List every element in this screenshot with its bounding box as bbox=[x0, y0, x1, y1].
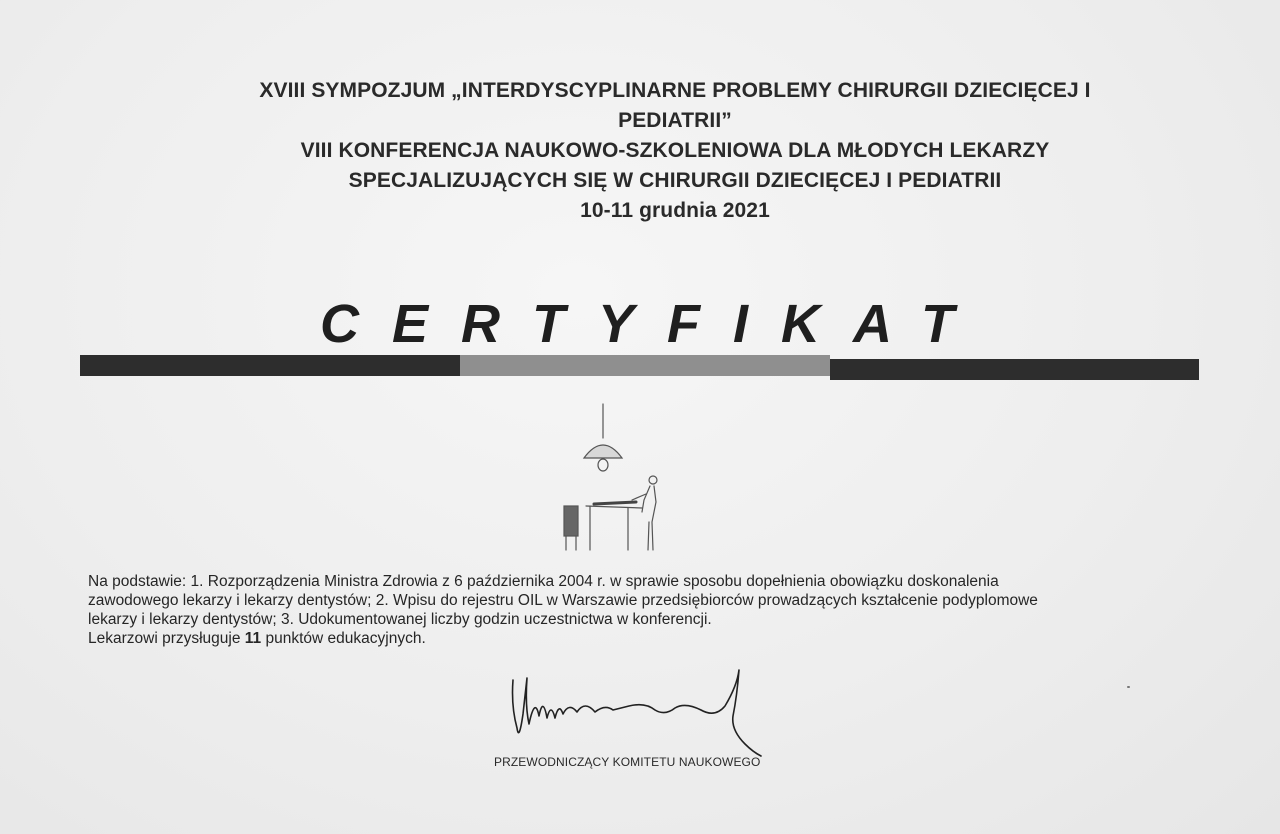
header-line-2: PEDIATRII” bbox=[618, 109, 732, 132]
header-line-4: SPECJALIZUJĄCYCH SIĘ W CHIRURGII DZIECIĘCEJ I PEDIATRII bbox=[348, 169, 1002, 192]
paper-speck bbox=[1127, 686, 1130, 688]
divider-bar-right bbox=[830, 359, 1199, 380]
event-header bbox=[160, 76, 1190, 226]
certificate-body bbox=[88, 572, 1168, 648]
certificate-title: CERTYFIKAT bbox=[320, 294, 987, 354]
header-line-1: XVIII SYMPOZJUM „INTERDYSCYPLINARNE PROBLEMY CHIRURGII DZIECIĘCEJ I bbox=[259, 79, 1091, 102]
header-line-3: VIII KONFERENCJA NAUKOWO-SZKOLENIOWA DLA MŁODYCH LEKARZY bbox=[300, 139, 1050, 162]
points-value: 11 bbox=[244, 630, 262, 647]
surgery-sketch-illustration bbox=[556, 402, 666, 556]
body-line-3: lekarzy i lekarzy dentystów; 3. Udokumentowanej liczby godzin uczestnictwa w konferencji. bbox=[88, 611, 712, 628]
body-line-1: Na podstawie: 1. Rozporządzenia Ministra Zdrowia z 6 października 2004 r. w sprawie sposobu dopełnienia obowiązku doskonalenia bbox=[88, 573, 999, 590]
points-line bbox=[88, 629, 1168, 648]
signature-caption: PRZEWODNICZĄCY KOMITETU NAUKOWEGO bbox=[494, 755, 761, 769]
handwritten-signature bbox=[505, 666, 765, 758]
event-date: 10-11 grudnia 2021 bbox=[580, 199, 770, 222]
divider-bar-left bbox=[80, 355, 460, 376]
points-prefix: Lekarzowi przysługuje bbox=[88, 630, 245, 647]
divider-bar-middle bbox=[460, 355, 830, 376]
body-line-2: zawodowego lekarzy i lekarzy dentystów; 2. Wpisu do rejestru OIL w Warszawie przedsiębiorców prowadzących kształcenie podyplomowe bbox=[88, 592, 1038, 609]
points-suffix: punktów edukacyjnych. bbox=[261, 630, 426, 647]
